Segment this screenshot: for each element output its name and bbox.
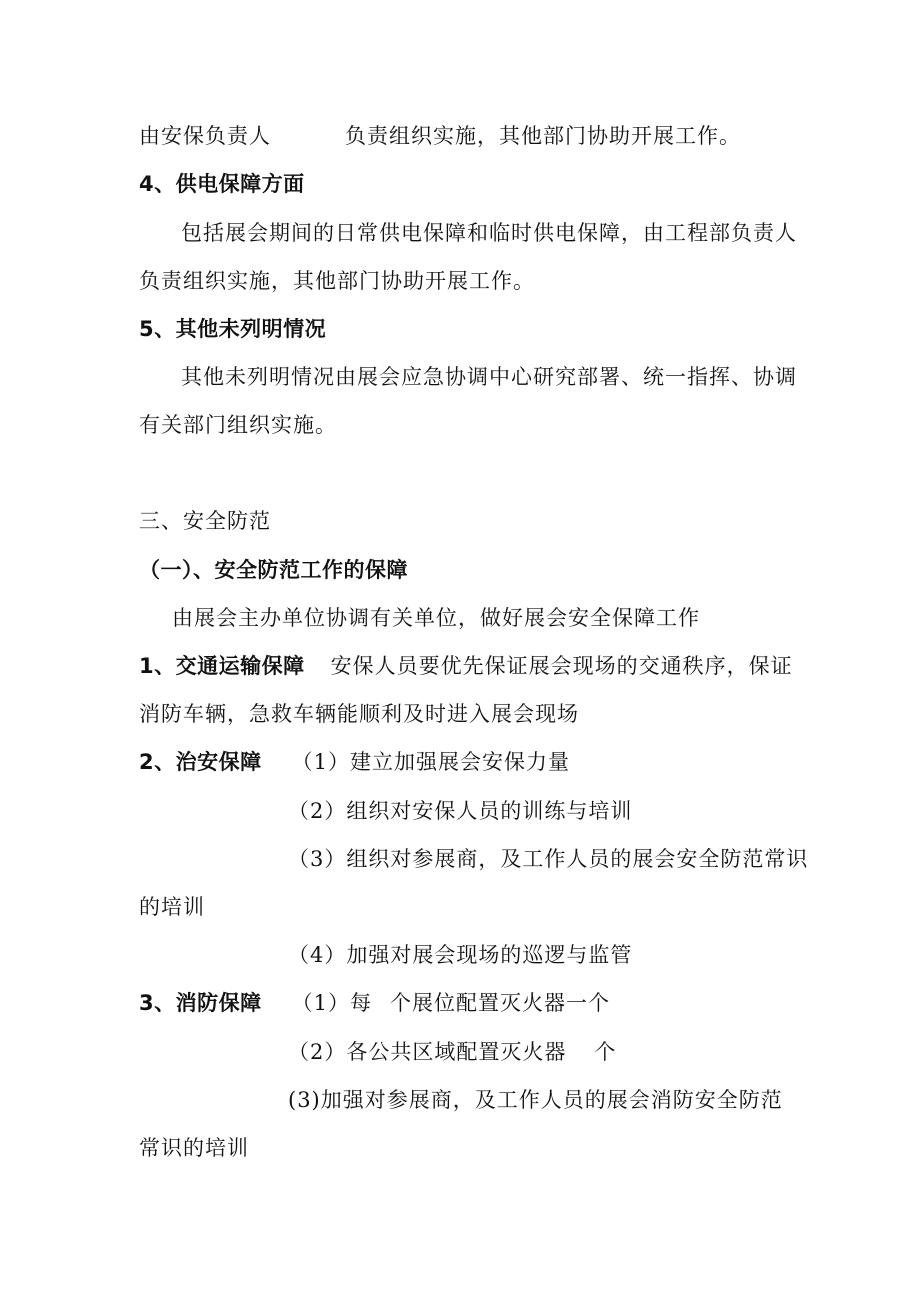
paragraph-line: 其他未列明情况由展会应急协调中心研究部署、统一指挥、协调 [181,365,797,389]
paragraph-line: 由展会主办单位协调有关单位，做好展会安全保障工作 [172,606,700,630]
item-text: 个 [594,1040,617,1064]
item-heading: 2、治安保障 [139,750,262,774]
sub-item: （3）组织对参展商，及工作人员的展会安全防范常识 [288,847,809,871]
item-text: （1）每 [291,991,372,1015]
item-heading: 1、交通运输保障 [139,654,305,678]
line-part: 由安保负责人 [139,124,271,148]
paragraph-line: 有关部门组织实施。 [139,413,337,437]
paragraph-line: 负责组织实施，其他部门协助开展工作。 [139,269,535,293]
text-line [139,122,741,150]
chapter-heading: 三、安全防范 [139,509,271,533]
list-item-3 [139,989,610,1017]
paragraph-line: 常识的培训 [139,1136,249,1160]
list-item-1 [139,652,793,680]
section-heading-5: 5、其他未列明情况 [139,317,327,341]
item-text: 个展位配置灭火器一个 [390,991,610,1015]
subsection-heading: （一）、安全防范工作的保障 [139,558,408,582]
item-heading: 3、消防保障 [139,991,262,1015]
sub-item: （4）加强对展会现场的巡逻与监管 [288,943,633,967]
section-heading-4: 4、供电保障方面 [139,172,305,196]
sub-item: （2）组织对安保人员的训练与培训 [288,799,633,823]
paragraph-line: 消防车辆，急救车辆能顺利及时进入展会现场 [139,702,579,726]
line-part: 负责组织实施，其他部门协助开展工作。 [345,124,741,148]
paragraph-line: 包括展会期间的日常供电保障和临时供电保障，由工程部负责人 [181,221,797,245]
paragraph-line: 的培训 [139,895,205,919]
item-text: 安保人员要优先保证展会现场的交通秩序，保证 [330,654,793,678]
list-item-2 [139,748,570,776]
sub-item: (3)加强对参展商，及工作人员的展会消防安全防范 [288,1088,783,1112]
sub-item [288,1038,616,1066]
item-text: （2）各公共区域配置灭火器 [288,1040,567,1064]
item-text: （1）建立加强展会安保力量 [291,750,570,774]
